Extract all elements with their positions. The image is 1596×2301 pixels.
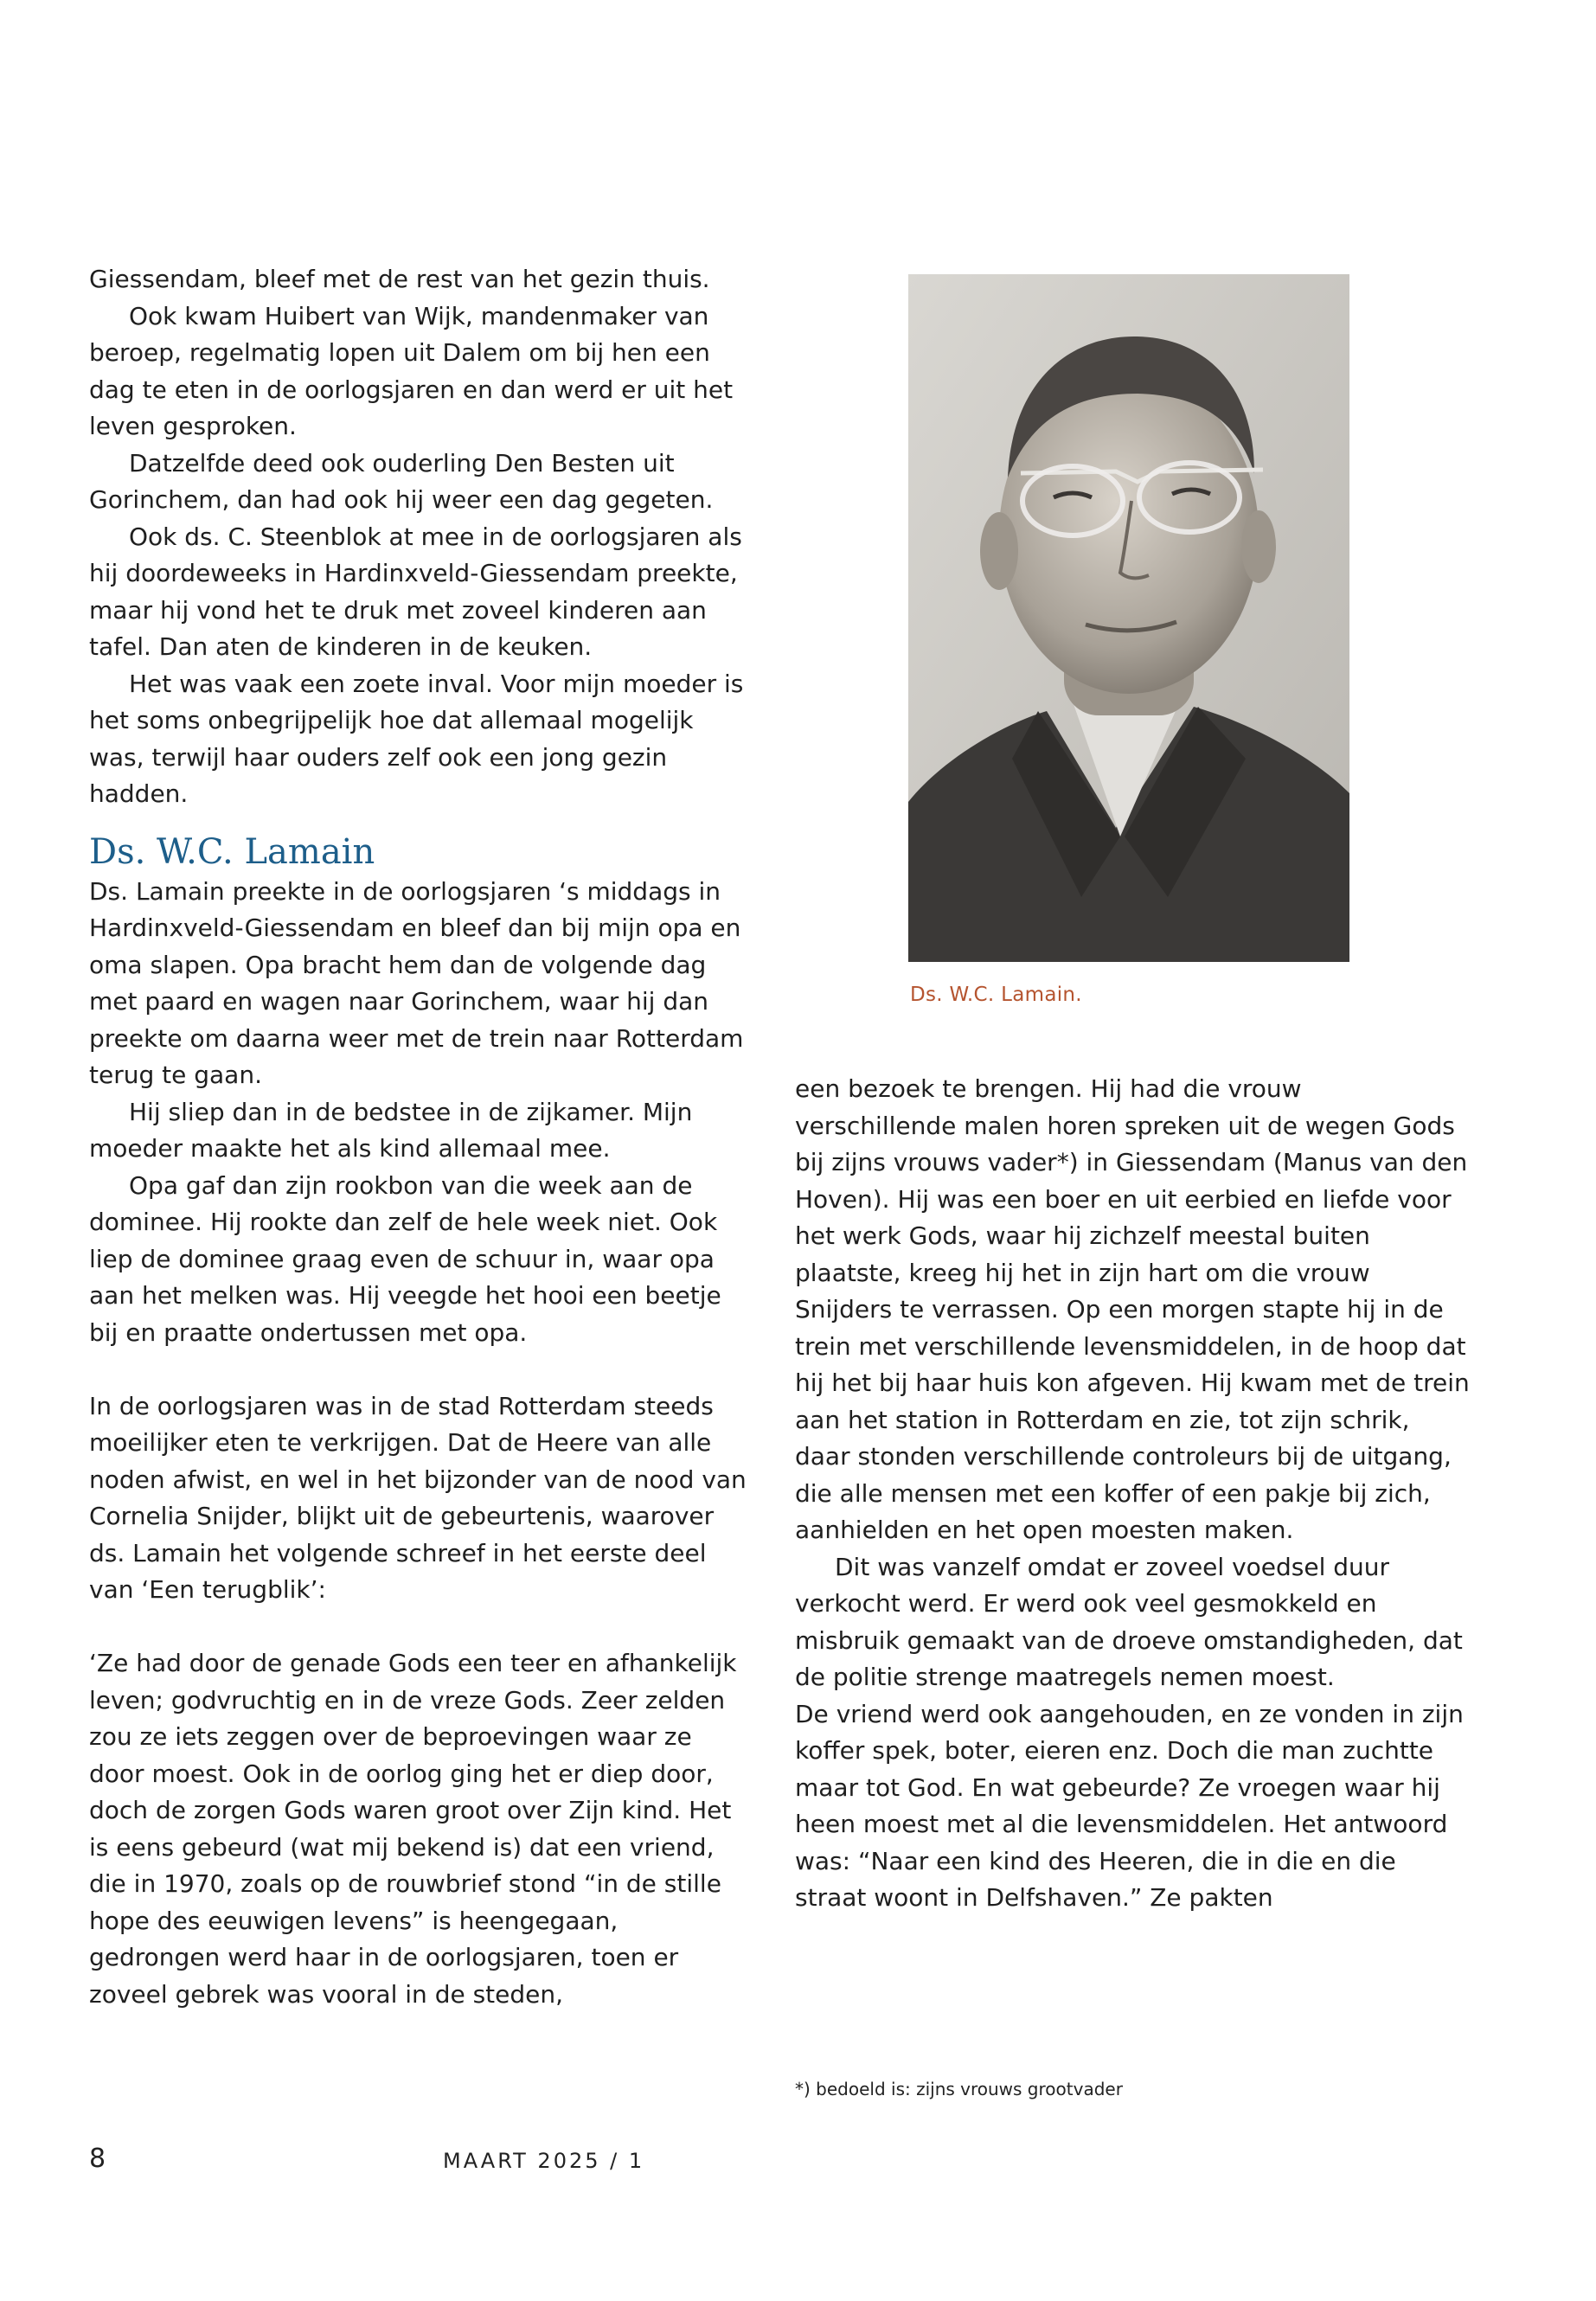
paragraph: Het was vaak een zoete inval. Voor mijn moeder is het soms onbegrijpelijk hoe dat allemaal mogelijk was, terwijl haar ouders zelf ook een jong gezin hadden. (89, 669, 744, 808)
footnote: *) bedoeld is: zijns vrouws grootvader (795, 2079, 1123, 2099)
paragraph: Ook ds. C. Steenblok at mee in de oorlogsjaren als hij doordeweeks in Hardinxveld-Giessendam preekte, maar hij vond het te druk met zoveel kinderen aan tafel. Dan aten de kinderen in de keuken. (89, 522, 742, 661)
paragraph: Giessendam, bleef met de rest van het gezin thuis. (89, 265, 710, 293)
issue-label: MAART 2025 / 1 (443, 2149, 645, 2173)
section-heading: Ds. W.C. Lamain (89, 831, 375, 872)
right-column (795, 1071, 1470, 1917)
paragraph: De vriend werd ook aangehouden, en ze vonden in zijn koffer spek, boter, eieren enz. Doch die man zuchtte maar tot God. En wat gebeurde? Ze vroegen waar hij heen moest met al die levensmiddelen. Het antwoord was: “Naar een kind des Heeren, die in die en die straat woont in Delfshaven.” Ze pakten (795, 1699, 1464, 1912)
paragraph: Datzelfde deed ook ouderling Den Besten uit Gorinchem, dan had ook hij weer een dag gegeten. (89, 448, 714, 514)
left-column (89, 261, 751, 2013)
portrait-photo (908, 274, 1349, 962)
paragraph: Dit was vanzelf omdat er zoveel voedsel duur verkocht werd. Er werd ook veel gesmokkeld en misbruik gemaakt van de droeve omstandigheden, dat de politie strenge maatregels nemen moest. (795, 1552, 1463, 1691)
paragraph: Opa gaf dan zijn rookbon van die week aan de dominee. Hij rookte dan zelf de hele week niet. Ook liep de dominee graag even de schuur in, waar opa aan het melken was. Hij veegde het hooi een beetje bij en praatte ondertussen met opa. (89, 1170, 721, 1347)
paragraph: In de oorlogsjaren was in de stad Rotterdam steeds moeilijker eten te verkrijgen. Dat de Heere van alle noden afwist, en wel in het bijzonder van de nood van Cornelia Snijder, blijkt uit de gebeurtenis, waarover ds. Lamain het volgende schreef in het eerste deel van ‘Een terugblik’: (89, 1391, 747, 1604)
quote-paragraph: ‘Ze had door de genade Gods een teer en afhankelijk leven; godvruchtig en in de vreze Gods. Zeer zelden zou ze iets zeggen over de beproevingen waar ze door moest. Ook in de oorlog ging het er diep door, doch de zorgen Gods waren groot over Zijn kind. Het is eens gebeurd (wat mij bekend is) dat een vriend, die in 1970, zoals op de rouwbrief stond “in de stille hope des eeuwigen levens” is heengegaan, gedrongen werd haar in de oorlogsjaren, toen er zoveel gebrek was vooral in de steden, (89, 1649, 737, 2009)
paragraph: een bezoek te brengen. Hij had die vrouw verschillende malen horen spreken uit de wegen Gods bij zijns vrouws vader*) in Giessendam (Manus van den Hoven). Hij was een boer en uit eerbied en liefde voor het werk Gods, waar hij zichzelf meestal buiten plaatste, kreeg hij het in zijn hart om die vrouw Snijders te verrassen. Op een morgen stapte hij in de trein met verschillende levensmiddelen, in de hoop dat hij het bij haar huis kon afgeven. Hij kwam met de trein aan het station in Rotterdam en zie, tot zijn schrik, daar stonden verschillende controleurs bij de uitgang, die alle mensen met een koffer of een pakje bij zich, aanhielden en het open moesten maken. (795, 1074, 1470, 1544)
photo-caption: Ds. W.C. Lamain. (910, 984, 1082, 1006)
paragraph: Ds. Lamain preekte in de oorlogsjaren ‘s middags in Hardinxveld-Giessendam en bleef dan bij mijn opa en oma slapen. Opa bracht hem dan de volgende dag met paard en wagen naar Gorinchem, waar hij dan preekte om daarna weer met de trein naar Rotterdam terug te gaan. (89, 876, 744, 1089)
paragraph: Ook kwam Huibert van Wijk, mandenmaker van beroep, regelmatig lopen uit Dalem om bij hen een dag te eten in de oorlogsjaren en dan werd er uit het leven gesproken. (89, 301, 734, 440)
page-number: 8 (89, 2144, 106, 2174)
portrait-illustration (908, 274, 1349, 962)
paragraph: Hij sliep dan in de bedstee in de zijkamer. Mijn moeder maakte het als kind allemaal mee. (89, 1097, 693, 1163)
